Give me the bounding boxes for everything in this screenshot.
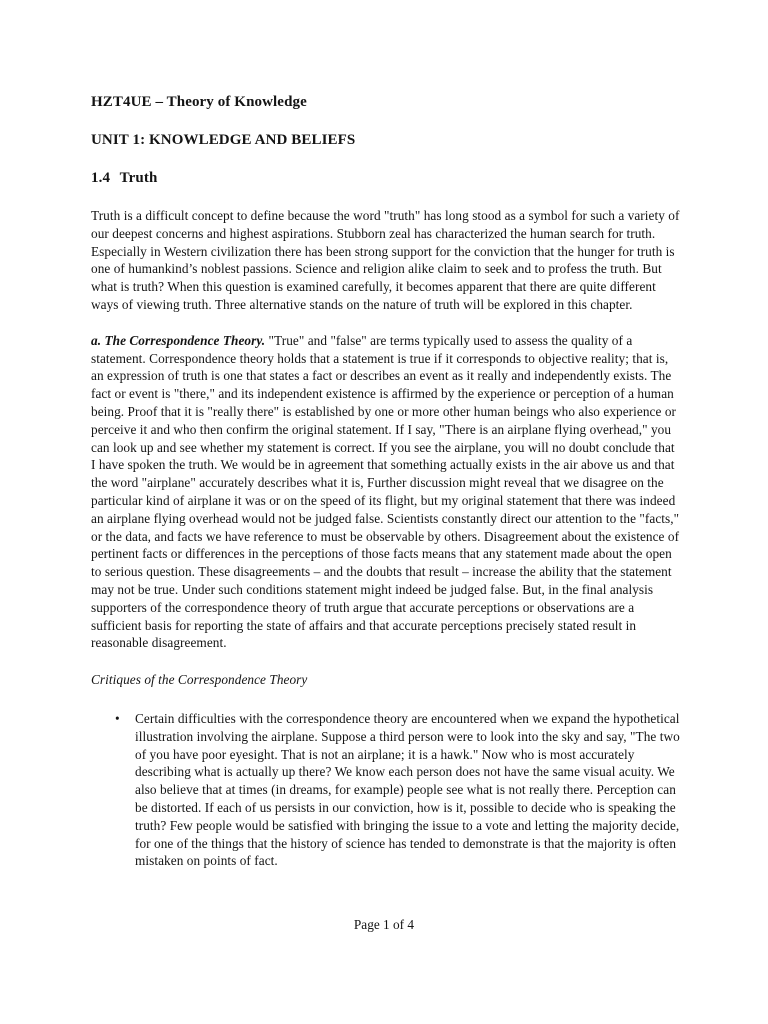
section-title: Truth xyxy=(119,170,158,186)
critiques-heading: Critiques of the Correspondence Theory xyxy=(91,672,308,688)
course-title: HZT4UE – Theory of Knowledge xyxy=(91,94,307,110)
critique-text: Certain difficulties with the correspondence theory are encountered when we expand the hypothetical illustration involving the airplane. Suppose a third person were to look into the sky and say, "The two of you have poor eyesight. That is not an airplane; it is a hawk." Now who is most accurately describing what is actually up there? We know each person does not have the same visual acuity. We also believe that at times (in dreams, for example) people see what is not really there. Perception can be distorted. If each of us persists in our conviction, how is it, possible to decide who is speaking the truth? Few people would be satisfied with bringing the issue to a vote and letting the majority decide, for one of the things that the history of science has tended to demonstrate is that the majority is often mistaken on points of fact. xyxy=(135,710,680,869)
correspondence-theory-paragraph xyxy=(91,332,681,652)
critiques-list xyxy=(91,710,681,870)
correspondence-theory-title: a. The Correspondence Theory. xyxy=(91,332,266,348)
intro-paragraph: Truth is a difficult concept to define because the word "truth" has long stood as a symbol for such a variety of our deepest concerns and highest aspirations. Stubborn zeal has characterized the human search for truth. Especially in Western civilization there has been strong support for the conviction that the hunger for truth is one of humankind’s noblest passions. Science and religion alike claim to seek and to profess the truth. But what is truth? When this question is examined carefully, it becomes apparent that there are quite different ways of viewing truth. Three alternative stands on the nature of truth will be explored in this chapter. xyxy=(91,208,680,312)
page-content xyxy=(91,88,681,870)
unit-title: UNIT 1: KNOWLEDGE AND BELIEFS xyxy=(91,132,356,148)
page-footer: Page 1 of 4 xyxy=(353,917,415,932)
bullet-icon: • xyxy=(115,710,120,726)
correspondence-theory-body: "True" and "false" are terms typically used to assess the quality of a statement. Correspondence theory holds that a statement is true if it corresponds to objective reality; that is, an expression of truth is one that states a fact or describes an event as it really and independently exists. The fact or event is "there," and its independent existence is affirmed by the experience or perception of a human being. Proof that it is "really there" is established by one or more other human beings who also experience or perceive it and who then confirm the original statement. If I say, "There is an airplane flying overhead," you can look up and see whether my statement is correct. If you see the airplane, you will no doubt conclude that I have spoken the truth. We would be in agreement that something actually exists in the air above us and that the word "airplane" accurately describes what it is, Further discussion might reveal that we disagree on the particular kind of airplane it was or on the speed of its flight, but my original statement that there was indeed an airplane flying overhead would not be judged false. Scientists constantly direct our attention to the "facts," or the data, and facts we have reference to must be observable by others. Disagreement about the existence of pertinent facts or differences in the perceptions of those facts means that any statement made about the open to serious question. These disagreements – and the doubts that result – increase the ability that the statement may not be true. Under such conditions statement might indeed be judged false. But, in the final analysis supporters of the correspondence theory of truth argue that accurate perceptions or observations are a sufficient basis for reporting the state of affairs and that accurate perceptions precisely stated result in reasonable disagreement. xyxy=(91,332,680,651)
section-heading xyxy=(91,168,681,188)
critique-item xyxy=(91,710,681,870)
section-number: 1.4 xyxy=(91,170,111,186)
